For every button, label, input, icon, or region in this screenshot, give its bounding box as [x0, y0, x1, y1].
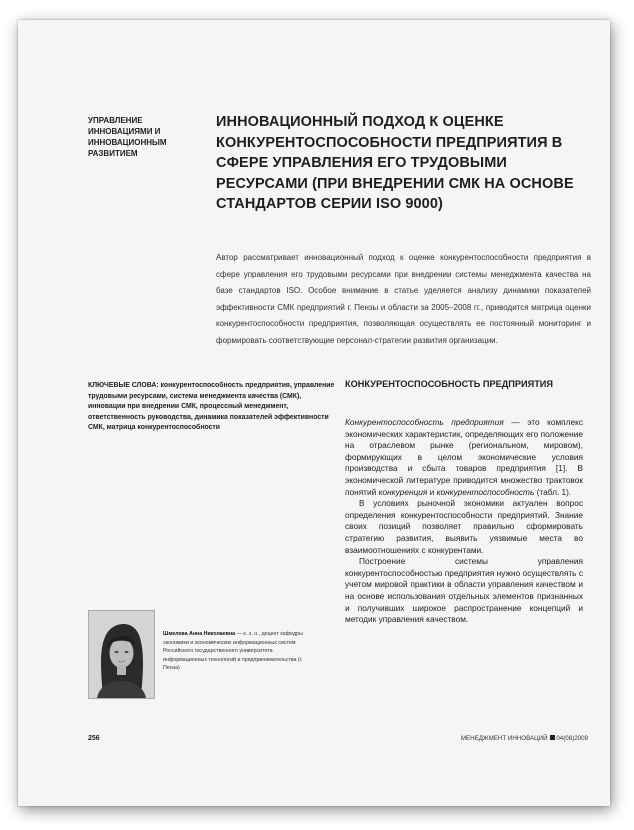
- paragraph: [345, 417, 583, 498]
- paragraph: Построение системы управления конкурентоспособностью предприятия нужно осуществлять с учетом мировой практики в области управления качеством и на основе использования отдельных элементов признанных и получивших широкое распространение концепций и методик управления качеством.: [345, 556, 583, 625]
- term-italic: конкурентоспособность: [436, 486, 535, 497]
- journal-footer: [418, 735, 588, 742]
- abstract: Автор рассматривает инновационный подход к оценке конкурентоспособности предприятия в сфере управления его трудовыми ресурсами при внедрении системы менеджмента качества на базе стандартов ISO. Особое внимание в статье уделяется анализу динамики показателей эффективности СМК предприятий г. Пензы и области за 2005–2008 гг., приводится матрица оценки конкурентоспособности предприятия, позволяющая осуществлять ее постоянный мониторинг и формировать соответствующие персонал-стратегии развития организации.: [216, 253, 591, 345]
- keywords: КЛЮЧЕВЫЕ СЛОВА: конкурентоспособность предприятия, управление трудовыми ресурсами, система менеджмента качества (СМК), инновации при внедрении СМК, процессный менеджмент, ответственность руководства, динамика показателей эффективности СМК, матрица конкурентоспособности: [88, 382, 335, 432]
- page-number: 256: [88, 735, 100, 742]
- term-italic: конкуренция: [378, 486, 428, 497]
- paragraph-text: (табл. 1).: [534, 486, 572, 497]
- article-title: ИННОВАЦИОННЫЙ ПОДХОД К ОЦЕНКЕ КОНКУРЕНТОСПОСОБНОСТИ ПРЕДПРИЯТИЯ В СФЕРЕ УПРАВЛЕНИЯ ЕГО ТРУДОВЫМИ РЕСУРСАМИ (ПРИ ВНЕДРЕНИИ СМК НА ОСНОВЕ СТАНДАРТОВ СЕРИИ ISO 9000): [216, 114, 574, 212]
- term-italic: Конкурентоспособность предприятия: [345, 417, 504, 427]
- journal-name: МЕНЕДЖМЕНТ ИННОВАЦИЙ: [460, 735, 548, 742]
- author-photo: [88, 610, 155, 699]
- square-bullet-icon: [550, 735, 555, 740]
- section-label: УПРАВЛЕНИЕ ИННОВАЦИЯМИ И ИННОВАЦИОННЫМ РАЗВИТИЕМ: [88, 116, 167, 158]
- author-name: Шмелева Анна Николаевна: [163, 631, 236, 637]
- journal-page: [18, 20, 610, 806]
- body-text: [345, 417, 583, 626]
- journal-issue: 04(08)2009: [556, 735, 588, 742]
- section-heading: КОНКУРЕНТОСПОСОБНОСТЬ ПРЕДПРИЯТИЯ: [345, 379, 554, 389]
- author-bio: [163, 630, 313, 673]
- paragraph: В условиях рыночной экономики актуален вопрос определения конкурентоспособности предприятий. Знание своих позиций позволяет правильно сформировать стратегию развития, выявить уязвимые места во взаимоотношениях с конкурентами.: [345, 498, 583, 555]
- paragraph-text: и: [427, 486, 437, 497]
- author-description: — к. э. н., доцент кафедры экономики и экономических информационных систем Российского государственного университета информационных технологий и предпринимательства (г. Пенза): [163, 631, 303, 672]
- paragraph-text: — это комплекс экономических характеристик, определяющих его положение на отраслевом рынке (региональном, мировом), формирующих в целом экономические условия производства и сбыта товаров предприятия [1]. В экономической литературе приводится множество трактовок понятий: [345, 417, 583, 497]
- author-portrait-image: [89, 611, 154, 698]
